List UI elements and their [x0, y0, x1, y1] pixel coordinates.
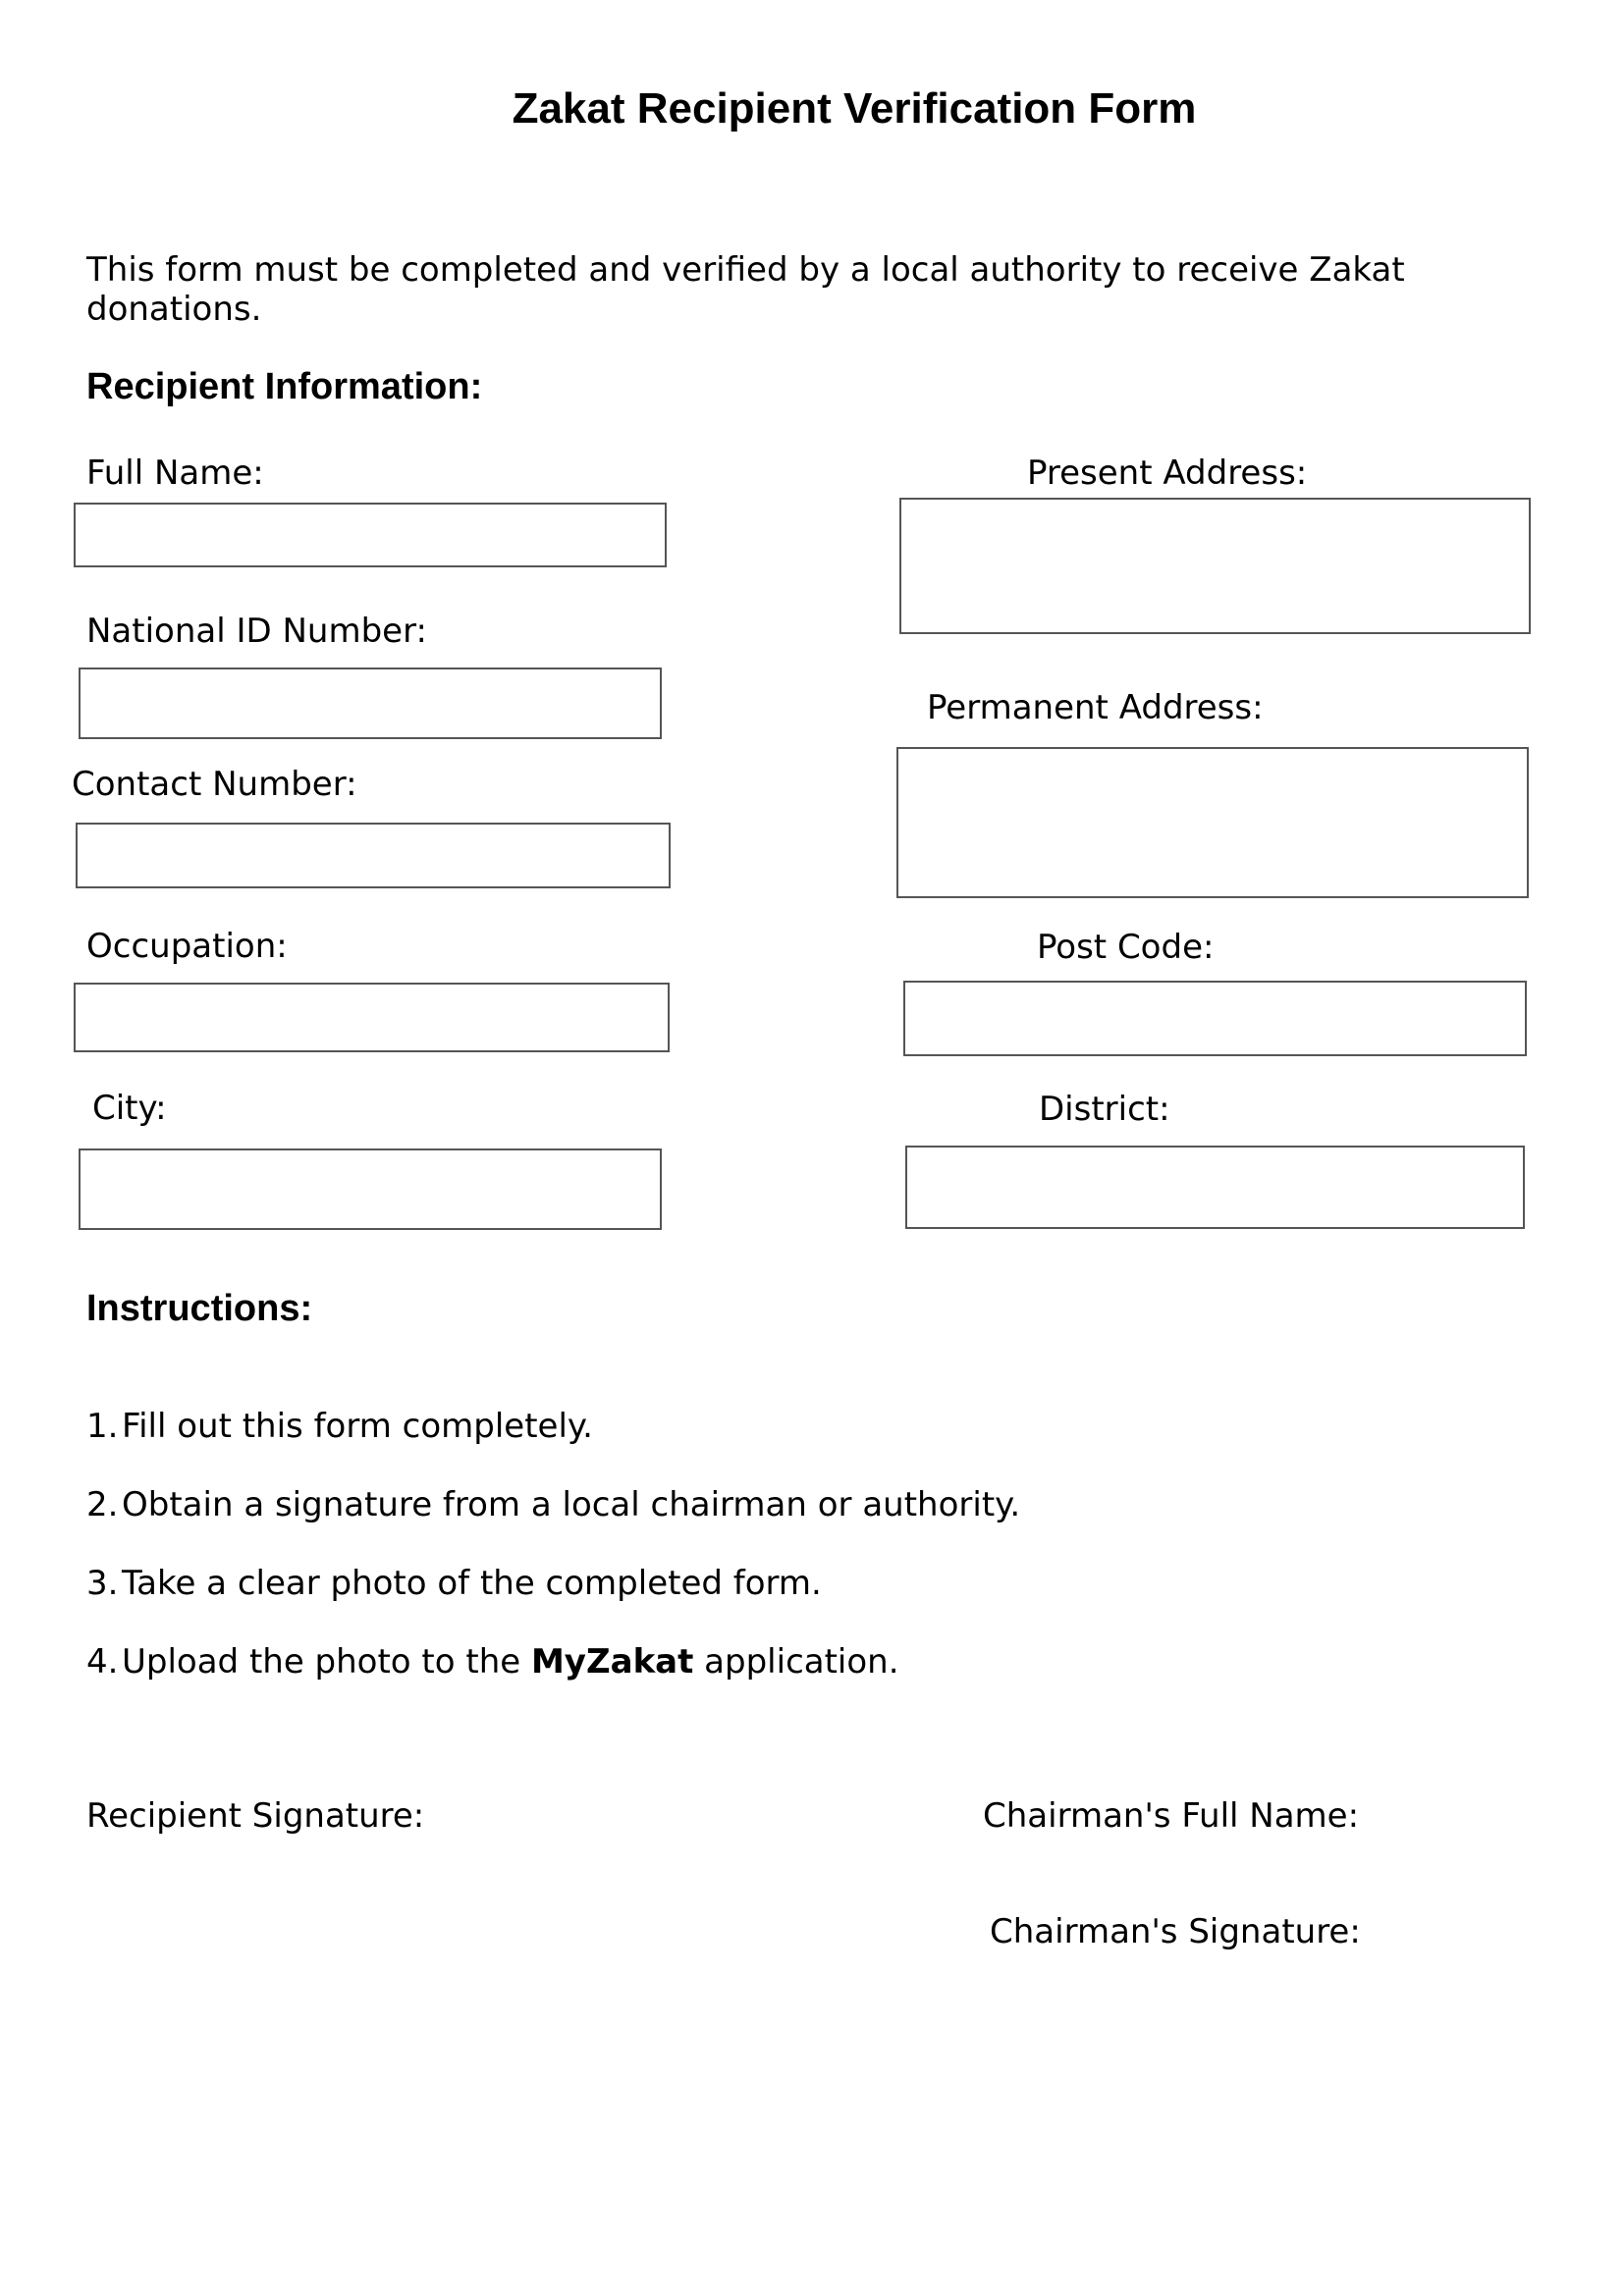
- national-id-label: National ID Number:: [86, 612, 427, 651]
- district-field[interactable]: [905, 1146, 1525, 1229]
- contact-number-label: Contact Number:: [72, 765, 357, 804]
- district-label: District:: [1039, 1090, 1170, 1129]
- step-text-after: application.: [693, 1642, 899, 1682]
- step-text: Take a clear photo of the completed form.: [122, 1564, 822, 1603]
- step-number: 4.: [86, 1642, 119, 1682]
- recipient-info-heading: Recipient Information:: [86, 366, 483, 407]
- city-field[interactable]: [79, 1148, 662, 1230]
- recipient-signature-label: Recipient Signature:: [86, 1796, 425, 1836]
- step-number: 1.: [86, 1407, 119, 1446]
- permanent-address-field[interactable]: [896, 747, 1529, 898]
- post-code-field[interactable]: [903, 981, 1527, 1056]
- instruction-step: [86, 1485, 1020, 1524]
- full-name-label: Full Name:: [86, 454, 264, 493]
- instruction-step: [86, 1407, 593, 1446]
- present-address-field[interactable]: [899, 498, 1531, 634]
- step-number: 3.: [86, 1564, 119, 1603]
- post-code-label: Post Code:: [1037, 928, 1215, 967]
- national-id-field[interactable]: [79, 667, 662, 739]
- contact-number-field[interactable]: [76, 823, 671, 888]
- full-name-field[interactable]: [74, 503, 667, 567]
- step-text-before: Upload the photo to the: [122, 1642, 531, 1682]
- step-text: Obtain a signature from a local chairman or authority.: [122, 1485, 1021, 1524]
- step-text: Fill out this form completely.: [122, 1407, 593, 1446]
- city-label: City:: [92, 1089, 167, 1128]
- occupation-label: Occupation:: [86, 927, 288, 966]
- app-name: MyZakat: [530, 1642, 694, 1682]
- step-number: 2.: [86, 1485, 119, 1524]
- instruction-step: [86, 1564, 822, 1603]
- occupation-field[interactable]: [74, 983, 670, 1052]
- chairman-signature-label: Chairman's Signature:: [990, 1912, 1361, 1951]
- intro-text: This form must be completed and verified by a local authority to receive Zakat donations.: [86, 250, 1405, 329]
- instructions-heading: Instructions:: [86, 1288, 313, 1329]
- present-address-label: Present Address:: [1027, 454, 1308, 493]
- permanent-address-label: Permanent Address:: [927, 688, 1264, 727]
- chairman-name-label: Chairman's Full Name:: [983, 1796, 1360, 1836]
- instruction-step: [86, 1642, 899, 1682]
- form-title: Zakat Recipient Verification Form: [512, 84, 1197, 133]
